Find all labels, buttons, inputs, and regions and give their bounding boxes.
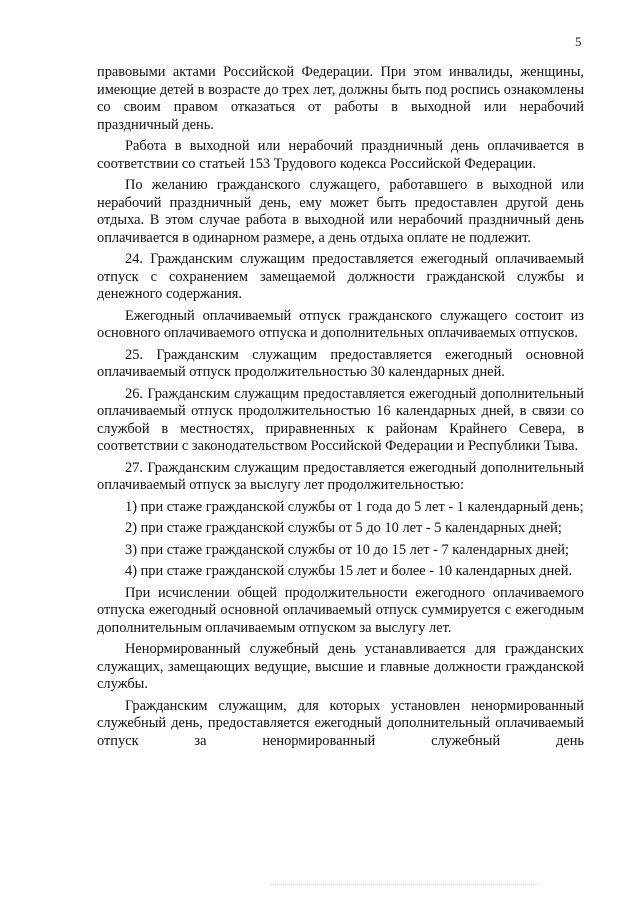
paragraph: Ежегодный оплачиваемый отпуск гражданского служащего состоит из основного оплачиваемого отпуска и дополнительных оплачиваемых отпусков. [97,307,584,341]
list-item: 1) при стаже гражданской службы от 1 года до 5 лет - 1 календарный день; [125,498,584,515]
paragraph: Ненормированный служебный день устанавливается для гражданских служащих, замещающих ведущие, высшие и главные должности гражданской службы. [97,641,584,692]
paragraph-item-26: 26. Гражданским служащим предоставляется ежегодный дополнительный оплачиваемый отпуск продолжительностью 16 календарных дней, в связи со службой в местностях, приравненных к районам Крайнего Севера, в соответствии с законодательством Российской Федерации и Республики Тыва. [97,385,584,454]
list-item: 4) при стаже гражданской службы 15 лет и более - 10 календарных дней. [125,563,572,579]
paragraph-item-27: 27. Гражданским служащим предоставляется ежегодный дополнительный оплачиваемый отпуск за выслугу лет продолжительностью: [97,459,584,493]
list-item: 2) при стаже гражданской службы от 5 до 10 лет - 5 календарных дней; [125,520,562,536]
paragraph-item-25: 25. Гражданским служащим предоставляется ежегодный основной оплачиваемый отпуск продолжительностью 30 календарных дней. [97,346,584,380]
paragraph: Работа в выходной или нерабочий праздничный день оплачивается в соответствии со статьей 153 Трудового кодекса Российской Федерации. [97,138,584,172]
paragraph: Гражданским служащим, для которых установлен ненормированный служебный день, предоставляется ежегодный дополнительный оплачиваемый отпуск за ненормированный служебный день [97,697,584,749]
paragraph: правовыми актами Российской Федерации. При этом инвалиды, женщины, имеющие детей в возрасте до трех лет, должны быть под роспись ознакомлены со своим правом отказаться от работы в выходной или нерабочий праздничный день. [97,64,584,133]
page-number: 5 [575,34,582,49]
paragraph: При исчислении общей продолжительности ежегодного оплачиваемого отпуска ежегодный основной оплачиваемый отпуск суммируется с ежегодным дополнительным оплачиваемым отпуском за выслугу лет. [97,584,584,636]
paragraph: По желанию гражданского служащего, работавшего в выходной или нерабочий праздничный день, ему может быть предоставлен другой день отдыха. В этом случае работа в выходной или нерабочий праздничный день оплачивается в одинарном размере, а день отдыха оплате не подлежит. [97,177,584,246]
scan-artifact-line [270,884,540,886]
document-body [97,64,584,754]
paragraph-item-24: 24. Гражданским служащим предоставляется ежегодный оплачиваемый отпуск с сохранением замещаемой должности гражданской службы и денежного содержания. [97,251,584,302]
list-item: 3) при стаже гражданской службы от 10 до 15 лет - 7 календарных дней; [125,541,570,558]
